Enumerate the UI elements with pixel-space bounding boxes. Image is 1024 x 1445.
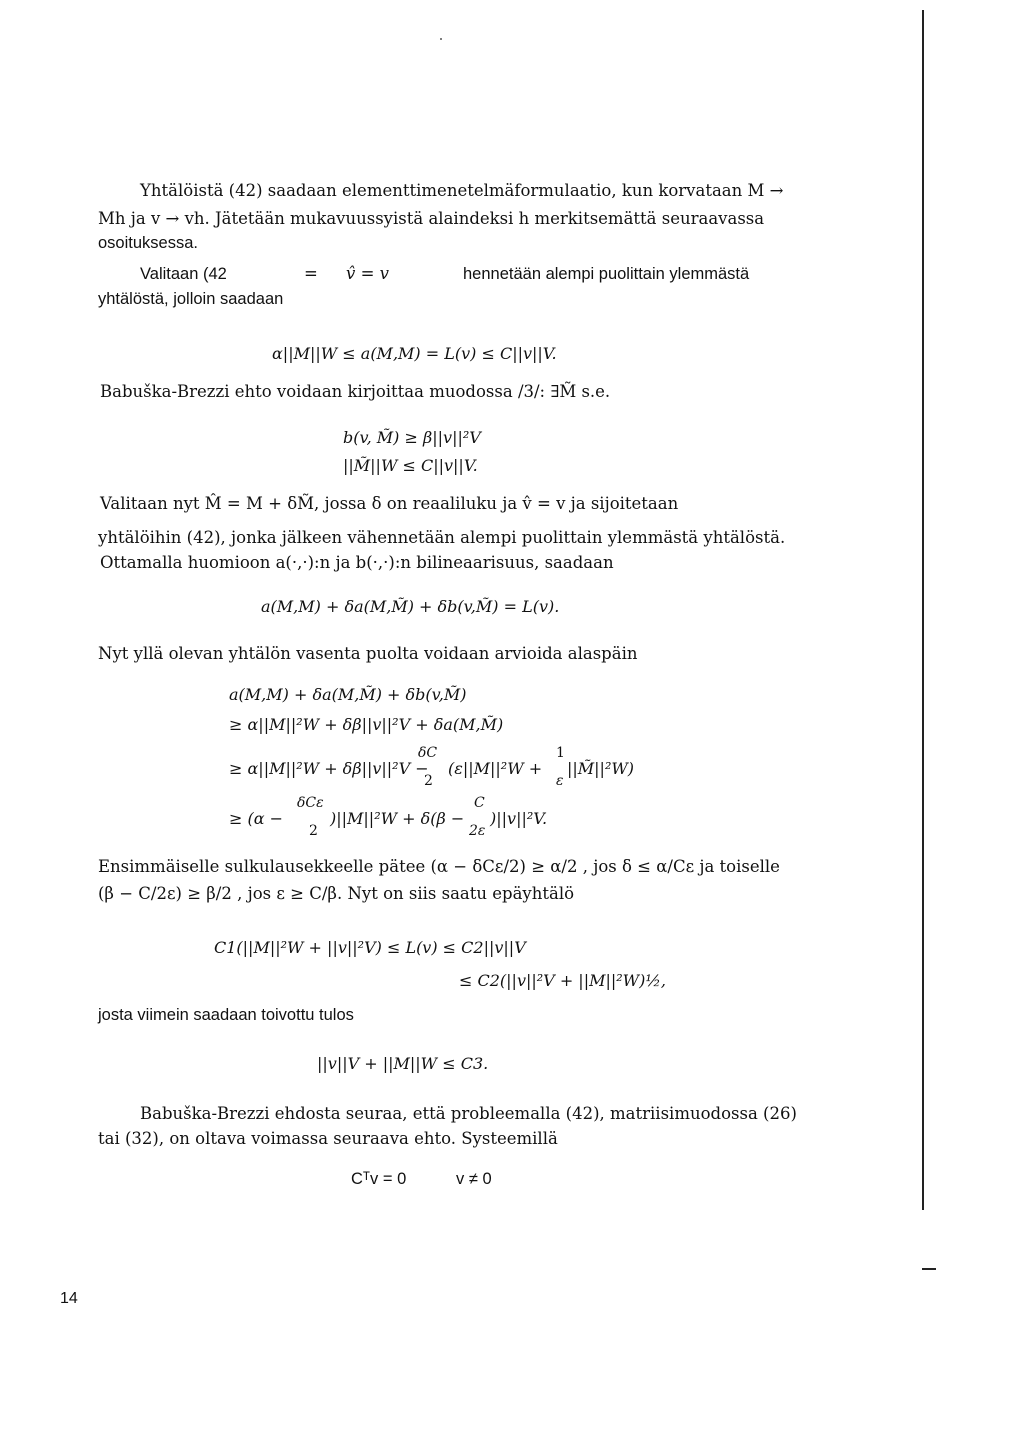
- speck: [440, 38, 442, 40]
- equation-4-line-1: a(M,M) + δa(M,M̃) + δb(v,M̃): [229, 685, 467, 704]
- equation-4-line-3c: ||M̃||²W): [567, 759, 635, 778]
- paragraph-2-mid-2: v̂ = v: [346, 264, 389, 283]
- equation-7-right: v ≠ 0: [456, 1170, 492, 1188]
- equation-4-line-3a: ≥ α||M||²W + δβ||v||²V −: [229, 759, 429, 778]
- margin-tick: [922, 1268, 936, 1270]
- paragraph-6-line-2: (β − C/2ε) ≥ β/2 , jos ε ≥ C/β. Nyt on siis saatu epäyhtälö: [98, 884, 575, 903]
- paragraph-2-right: hennetään alempi puolittain ylemmästä: [463, 265, 750, 283]
- equation-4-line-2: ≥ α||M||²W + δβ||v||²V + δa(M,M̃): [229, 715, 504, 734]
- equation-4-line-3-frac-num: δC: [418, 745, 438, 761]
- equation-2-line-2: ||M̃||W ≤ C||v||V.: [343, 456, 478, 475]
- equation-4-line-4c: )||v||²V.: [490, 809, 548, 828]
- paragraph-7: josta viimein saadaan toivottu tulos: [98, 1006, 354, 1024]
- paragraph-5: Nyt yllä olevan yhtälön vasenta puolta voidaan arvioida alaspäin: [98, 644, 638, 663]
- paragraph-2-left: Valitaan (42: [140, 265, 227, 283]
- paragraph-8-line-2: tai (32), on oltava voimassa seuraava ehto. Systeemillä: [98, 1129, 558, 1148]
- paragraph-2-line-2: yhtälöstä, jolloin saadaan: [98, 290, 284, 308]
- paragraph-1-line-3: osoituksessa.: [98, 234, 198, 252]
- equation-4-line-3-frac2-den: ε: [556, 773, 564, 789]
- equation-4-line-4a: ≥ (α −: [229, 809, 284, 828]
- equation-4-line-4-frac-den: 2: [309, 823, 318, 839]
- equation-4-line-4-frac-num: δCε: [297, 795, 324, 811]
- equation-2-line-1: b(v, M̃) ≥ β||v||²V: [343, 428, 481, 447]
- paragraph-3: Babuška-Brezzi ehto voidaan kirjoittaa muodossa /3/: ∃M̃ s.e.: [100, 382, 611, 401]
- equation-4-line-3-frac-den: 2: [424, 773, 433, 789]
- paragraph-2-mid-1: =: [304, 264, 318, 283]
- paragraph-4-line-2: yhtälöihin (42), jonka jälkeen vähennetään alempi puolittain ylemmästä yhtälöstä.: [98, 528, 786, 547]
- margin-rule: [922, 10, 924, 1210]
- equation-4-line-3b: (ε||M||²W +: [448, 759, 543, 778]
- page-number: 14: [60, 1290, 78, 1307]
- paragraph-6-line-1: Ensimmäiselle sulkulausekkeelle pätee (α − δCε/2) ≥ α/2 , jos δ ≤ α/Cε ja toiselle: [98, 857, 780, 876]
- equation-6: ||v||V + ||M||W ≤ C3.: [317, 1054, 489, 1073]
- equation-4-line-4-frac2-den: 2ε: [469, 823, 486, 839]
- equation-4-line-4b: )||M||²W + δ(β −: [330, 809, 465, 828]
- paragraph-4-line-3: Ottamalla huomioon a(·,·):n ja b(·,·):n bilineaarisuus, saadaan: [100, 553, 614, 572]
- paragraph-1-line-1: Yhtälöistä (42) saadaan elementtimenetelmäformulaatio, kun korvataan M →: [140, 181, 784, 200]
- paragraph-4-line-1: Valitaan nyt M̂ = M + δM̃, jossa δ on reaaliluku ja v̂ = v ja sijoitetaan: [100, 494, 679, 513]
- equation-5-line-1: C1(||M||²W + ||v||²V) ≤ L(v) ≤ C2||v||V: [214, 938, 526, 957]
- equation-7-left: Cᵀv = 0: [351, 1170, 407, 1188]
- equation-5-line-2: ≤ C2(||v||²V + ||M||²W)½,: [459, 971, 666, 990]
- equation-4-line-4-frac2-num: C: [474, 795, 485, 811]
- equation-4-line-3-frac2-num: 1: [556, 745, 565, 761]
- paragraph-1-line-2: Mh ja v → vh. Jätetään mukavuussyistä alaindeksi h merkitsemättä seuraavassa: [98, 209, 765, 228]
- paragraph-8-line-1: Babuška-Brezzi ehdosta seuraa, että probleemalla (42), matriisimuodossa (26): [140, 1104, 797, 1123]
- equation-3: a(M,M) + δa(M,M̃) + δb(v,M̃) = L(v).: [261, 597, 560, 616]
- equation-1: α||M||W ≤ a(M,M) = L(v) ≤ C||v||V.: [272, 344, 557, 363]
